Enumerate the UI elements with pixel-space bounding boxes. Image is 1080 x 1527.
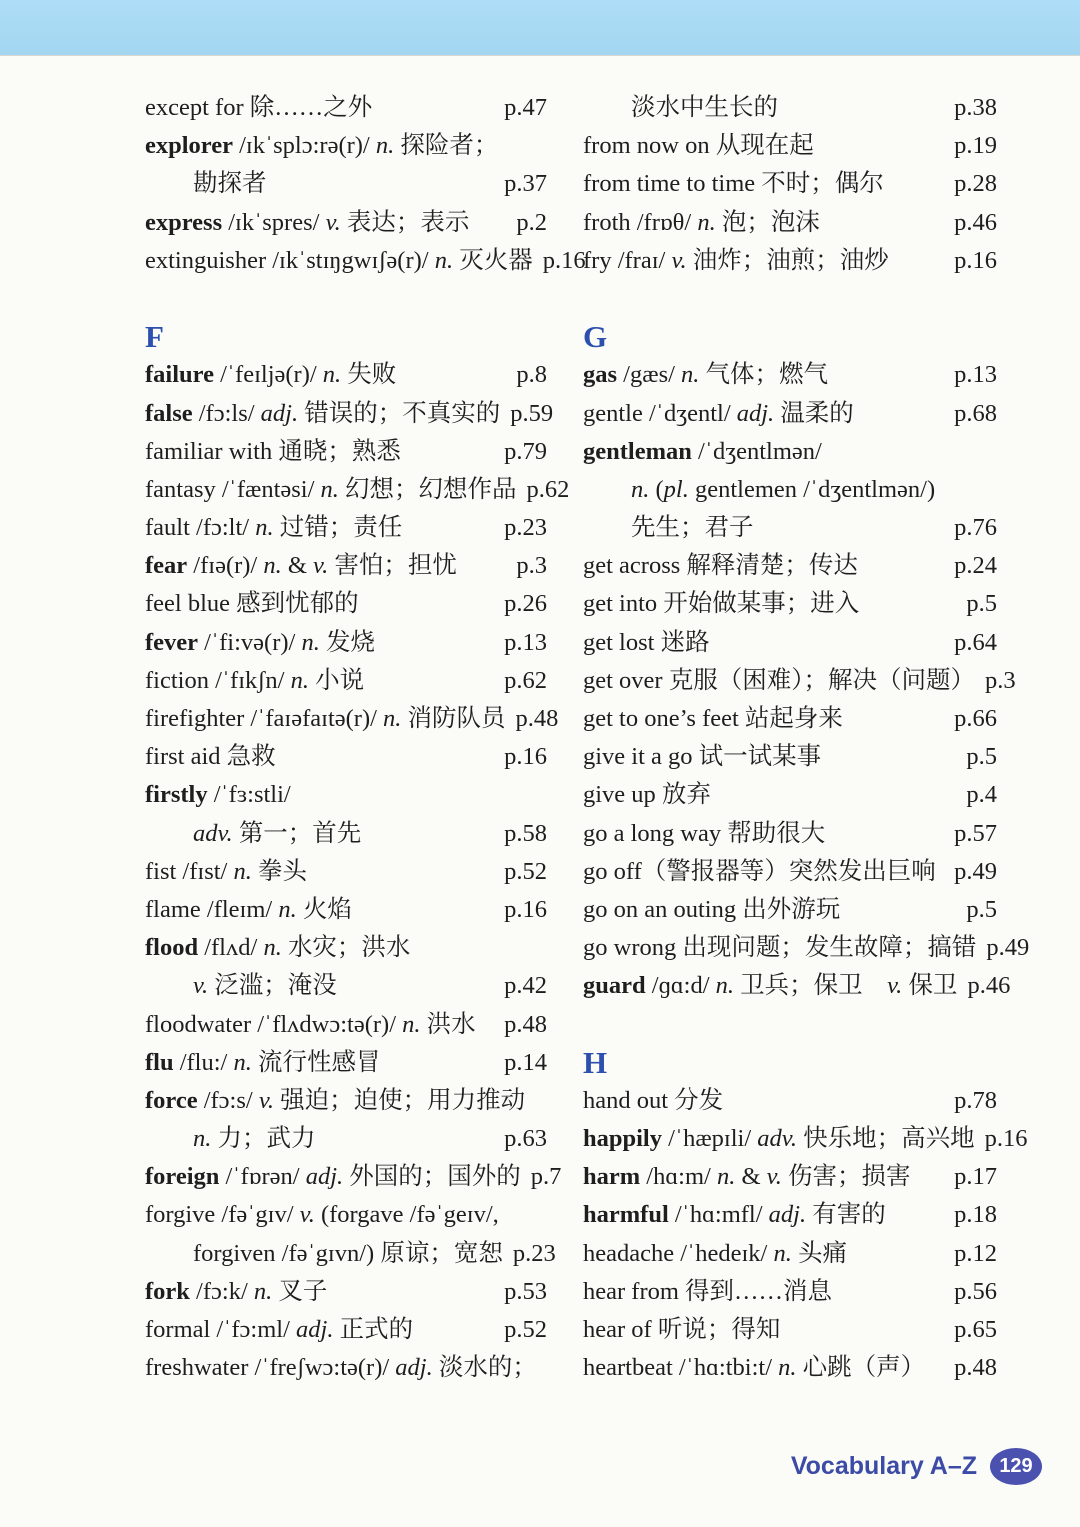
vocabulary-column-left (145, 89, 586, 1387)
vocab-entry (583, 624, 997, 662)
vocab-entry-text: flame /fleɪm/ n. 火焰 (145, 895, 352, 923)
vocab-entry (583, 1273, 997, 1311)
header-band (0, 0, 1080, 56)
page-ref: p.19 (954, 132, 997, 160)
vocab-entry-text: foreign /ˈfɒrən/ adj. 外国的；国外的 (145, 1163, 521, 1191)
vocab-entry (145, 395, 554, 433)
vocab-entry (145, 509, 547, 547)
vocab-entry-text: guard /ɡɑ:d/ n. 卫兵；保卫 v. 保卫 (583, 972, 958, 1000)
vocab-entry (145, 776, 547, 814)
vocab-entry (583, 815, 997, 853)
vocab-entry (145, 1082, 547, 1120)
vocab-entry (583, 662, 1016, 700)
page-ref: p.49 (986, 934, 1030, 962)
vocab-entry (583, 1158, 997, 1196)
vocab-entry-text: harm /hɑ:m/ n. & v. 伤害；损害 (583, 1163, 911, 1191)
vocab-entry (145, 547, 547, 585)
vocab-entry (583, 853, 997, 891)
vocab-entry (583, 395, 997, 433)
vocab-entry (145, 356, 547, 394)
vocab-entry (145, 204, 547, 242)
page-ref: p.68 (954, 399, 997, 427)
page-ref: p.18 (954, 1201, 997, 1229)
vocab-entry-text: go a long way 帮助很大 (583, 819, 826, 847)
page-ref: p.76 (954, 514, 997, 542)
page-ref: p.13 (954, 361, 997, 389)
vocabulary-column-right (583, 89, 1030, 1387)
vocabulary-columns (0, 56, 1080, 1387)
vocab-entry-text: harmful /ˈhɑ:mfl/ adj. 有害的 (583, 1201, 886, 1229)
vocab-entry-text: express /ɪkˈspres/ v. 表达；表示 (145, 208, 470, 236)
page-ref: p.52 (504, 857, 547, 885)
vocab-entry (145, 700, 559, 738)
vocab-entry-text: 勘探者 (193, 170, 267, 198)
vocab-entry-text: formal /ˈfɔ:ml/ adj. 正式的 (145, 1316, 414, 1343)
vocab-entry (583, 1235, 997, 1273)
page-ref: p.16 (504, 895, 547, 923)
page-ref: p.66 (954, 705, 997, 732)
page-ref: p.62 (526, 475, 570, 503)
vocab-entry (583, 891, 997, 929)
vocab-entry-text: 先生；君子 (631, 514, 754, 542)
vocab-entry-text: n. (pl. gentlemen /ˈdʒentlmən/) (631, 475, 936, 503)
vocab-entry (145, 127, 547, 165)
vocab-entry (145, 815, 547, 853)
page-ref: p.3 (984, 666, 1016, 694)
vocab-entry (145, 624, 547, 662)
page-ref: p.49 (954, 857, 997, 885)
page-ref: p.23 (504, 514, 547, 542)
vocab-entry-text: get to one’s feet 站起身来 (583, 705, 843, 732)
page-footer (791, 1448, 1042, 1485)
page-ref: p.28 (954, 170, 997, 198)
page-ref: p.48 (504, 1010, 547, 1038)
vocab-entry-text: except for 除……之外 (145, 94, 373, 121)
vocab-entry-text: hear of 听说；得知 (583, 1316, 781, 1343)
vocab-entry-text: from time to time 不时；偶尔 (583, 170, 884, 198)
page-number-badge: 129 (990, 1448, 1042, 1485)
page-ref: p.12 (954, 1239, 997, 1267)
vocab-entry-text: go on an outing 出外游玩 (583, 895, 841, 923)
vocab-entry (583, 242, 997, 280)
page-ref: p.5 (966, 590, 997, 618)
vocab-entry-text: fork /fɔ:k/ n. 叉子 (145, 1277, 328, 1305)
vocab-entry-text: gas /gæs/ n. 气体；燃气 (583, 361, 829, 389)
vocab-entry-text: go off（警报器等）突然发出巨响 (583, 857, 936, 885)
vocab-entry-text: floodwater /ˈflʌdwɔ:tə(r)/ n. 洪水 (145, 1010, 476, 1038)
vocab-entry (583, 471, 997, 509)
vocab-entry-text: feel blue 感到忧郁的 (145, 590, 359, 618)
page-ref: p.47 (504, 94, 547, 121)
vocab-entry (583, 967, 1011, 1005)
vocab-entry (145, 853, 547, 891)
vocab-entry-text: fever /ˈfi:və(r)/ n. 发烧 (145, 628, 375, 656)
page-ref: p.13 (504, 628, 547, 656)
vocab-entry (145, 242, 586, 280)
vocab-entry (145, 471, 570, 509)
vocab-entry (583, 547, 997, 585)
page-ref: p.52 (504, 1316, 547, 1343)
vocab-entry-text: get lost 迷路 (583, 628, 710, 656)
vocab-entry (583, 89, 997, 127)
vocab-entry (145, 1235, 556, 1273)
vocab-entry-text: get over 克服（困难）；解决（问题） (583, 666, 975, 694)
page-ref: p.17 (954, 1163, 997, 1191)
vocab-entry (583, 204, 997, 242)
vocab-entry (583, 1349, 997, 1387)
vocab-entry (583, 356, 997, 394)
page-ref: p.4 (966, 781, 997, 809)
page-ref: p.42 (504, 972, 547, 1000)
vocab-entry-text: flood /flʌd/ n. 水灾；洪水 (145, 934, 411, 962)
vocab-entry (145, 1120, 547, 1158)
vocab-entry (583, 1311, 997, 1349)
vocab-entry-text: happily /ˈhæpɪli/ adv. 快乐地；高兴地 (583, 1125, 975, 1153)
vocab-entry-text: go wrong 出现问题；发生故障；搞错 (583, 934, 977, 962)
vocab-entry (583, 127, 997, 165)
section-letter: F (145, 319, 164, 355)
page-ref: p.58 (504, 819, 547, 847)
page-ref: p.16 (542, 246, 586, 274)
page-ref: p.14 (504, 1048, 547, 1076)
vocab-entry (145, 929, 547, 967)
page-ref: p.23 (512, 1239, 556, 1267)
page-ref: p.5 (966, 895, 997, 923)
vocab-entry-text: familiar with 通晓；熟悉 (145, 437, 401, 465)
vocab-entry (145, 585, 547, 623)
page-ref: p.57 (954, 819, 997, 847)
vocab-entry-text: flu /flu:/ n. 流行性感冒 (145, 1048, 381, 1076)
vocab-entry-text: headache /ˈhedeɪk/ n. 头痛 (583, 1239, 847, 1267)
vocab-entry-text: freshwater /ˈfreʃwɔ:tə(r)/ adj. 淡水的； (145, 1354, 537, 1382)
page-ref: p.24 (954, 552, 997, 580)
vocab-entry (145, 89, 547, 127)
vocab-entry-text: fault /fɔ:lt/ n. 过错；责任 (145, 514, 403, 542)
vocab-entry-text: forgiven /fəˈgɪvn/) 原谅；宽恕 (193, 1239, 503, 1267)
vocab-entry-text: from now on 从现在起 (583, 132, 814, 160)
page-ref: p.38 (954, 94, 997, 121)
page-ref: p.46 (954, 208, 997, 236)
vocab-entry (583, 1196, 997, 1234)
vocab-entry (145, 662, 547, 700)
vocab-entry-text: give it a go 试一试某事 (583, 743, 822, 771)
vocab-entry-text: fry /fraɪ/ v. 油炸；油煎；油炒 (583, 246, 889, 274)
page-ref: p.64 (954, 628, 997, 656)
page-ref: p.79 (504, 437, 547, 465)
section-letter: G (583, 319, 608, 355)
vocab-entry (583, 585, 997, 623)
page-ref: p.16 (984, 1125, 1028, 1153)
vocab-entry-text: forgive /fəˈgɪv/ v. (forgave /fəˈgeɪv/, (145, 1201, 499, 1229)
vocab-entry-text: fiction /ˈfɪkʃn/ n. 小说 (145, 666, 365, 694)
vocab-entry (583, 509, 997, 547)
vocab-entry (145, 433, 547, 471)
vocab-entry-text: explorer /ɪkˈsplɔ:rə(r)/ n. 探险者； (145, 132, 499, 160)
vocab-entry-text: firstly /ˈfɜ:stli/ (145, 781, 291, 809)
vocab-entry-text: get across 解释清楚；传达 (583, 552, 858, 580)
vocab-entry-text: first aid 急救 (145, 743, 276, 771)
vocab-entry-text: firefighter /ˈfaɪəfaɪtə(r)/ n. 消防队员 (145, 705, 506, 732)
page-ref: p.63 (504, 1125, 547, 1153)
vocab-entry (583, 1082, 997, 1120)
page-ref: p.26 (504, 590, 547, 618)
vocab-entry (145, 1311, 547, 1349)
vocab-entry-text: get into 开始做某事；进入 (583, 590, 860, 618)
page-ref: p.53 (504, 1277, 547, 1305)
footer-section-title: Vocabulary A–Z (790, 1452, 977, 1480)
page-ref: p.65 (954, 1316, 997, 1343)
vocab-entry (145, 738, 547, 776)
page-ref: p.7 (530, 1163, 562, 1191)
page-ref: p.48 (515, 705, 559, 732)
vocab-entry-text: hand out 分发 (583, 1086, 724, 1114)
vocab-entry-text: heartbeat /ˈhɑ:tbi:t/ n. 心跳（声） (583, 1354, 926, 1382)
vocab-entry-text: gentle /ˈdʒentl/ adj. 温柔的 (583, 399, 854, 427)
vocab-entry-text: fist /fɪst/ n. 拳头 (145, 857, 307, 885)
vocab-entry-text: 淡水中生长的 (631, 94, 778, 121)
page-ref: p.59 (510, 399, 554, 427)
vocab-entry (145, 1273, 547, 1311)
page-ref: p.46 (967, 972, 1011, 1000)
vocab-entry (583, 738, 997, 776)
vocab-entry-text: force /fɔ:s/ v. 强迫；迫使；用力推动 (145, 1086, 526, 1114)
page-ref: p.78 (954, 1086, 997, 1114)
vocab-entry-text: fear /fɪə(r)/ n. & v. 害怕；担忧 (145, 552, 457, 580)
vocab-entry-text: failure /ˈfeɪljə(r)/ n. 失败 (145, 361, 397, 389)
vocab-entry (145, 1196, 547, 1234)
vocab-entry-text: extinguisher /ɪkˈstɪŋgwɪʃə(r)/ n. 灭火器 (145, 246, 533, 274)
vocab-entry-text: froth /frɒθ/ n. 泡；泡沫 (583, 208, 820, 236)
vocab-entry-text: adv. 第一；首先 (193, 819, 362, 847)
page-ref: p.5 (966, 743, 997, 771)
vocab-entry (583, 433, 997, 471)
vocab-entry-text: n. 力；武力 (193, 1125, 316, 1153)
vocab-entry-text: false /fɔ:ls/ adj. 错误的；不真实的 (145, 399, 501, 427)
page-ref: p.62 (504, 666, 547, 694)
vocab-entry (583, 776, 997, 814)
vocab-entry (145, 165, 547, 203)
vocab-entry (145, 1349, 547, 1387)
vocab-entry (145, 891, 547, 929)
page-ref: p.16 (954, 246, 997, 274)
vocab-entry-text: v. 泛滥；淹没 (193, 972, 337, 1000)
vocab-entry (145, 967, 547, 1005)
vocab-entry (583, 1120, 1028, 1158)
page-ref: p.8 (516, 361, 547, 389)
page-ref: p.16 (504, 743, 547, 771)
page-ref: p.3 (516, 552, 547, 580)
vocab-entry (583, 929, 1030, 967)
vocab-entry (145, 1044, 547, 1082)
vocab-entry-text: hear from 得到……消息 (583, 1277, 833, 1305)
vocab-entry-text: fantasy /ˈfæntəsi/ n. 幻想；幻想作品 (145, 475, 517, 503)
page-ref: p.2 (516, 208, 547, 236)
vocab-entry-text: gentleman /ˈdʒentlmən/ (583, 437, 822, 465)
page-ref: p.56 (954, 1277, 997, 1305)
section-letter: H (583, 1044, 608, 1080)
vocab-entry-text: give up 放弃 (583, 781, 711, 809)
page-ref: p.48 (954, 1354, 997, 1382)
page-ref: p.37 (504, 170, 547, 198)
vocab-entry (145, 1006, 547, 1044)
vocab-entry (145, 1158, 562, 1196)
vocab-entry (583, 700, 997, 738)
vocab-entry (583, 165, 997, 203)
